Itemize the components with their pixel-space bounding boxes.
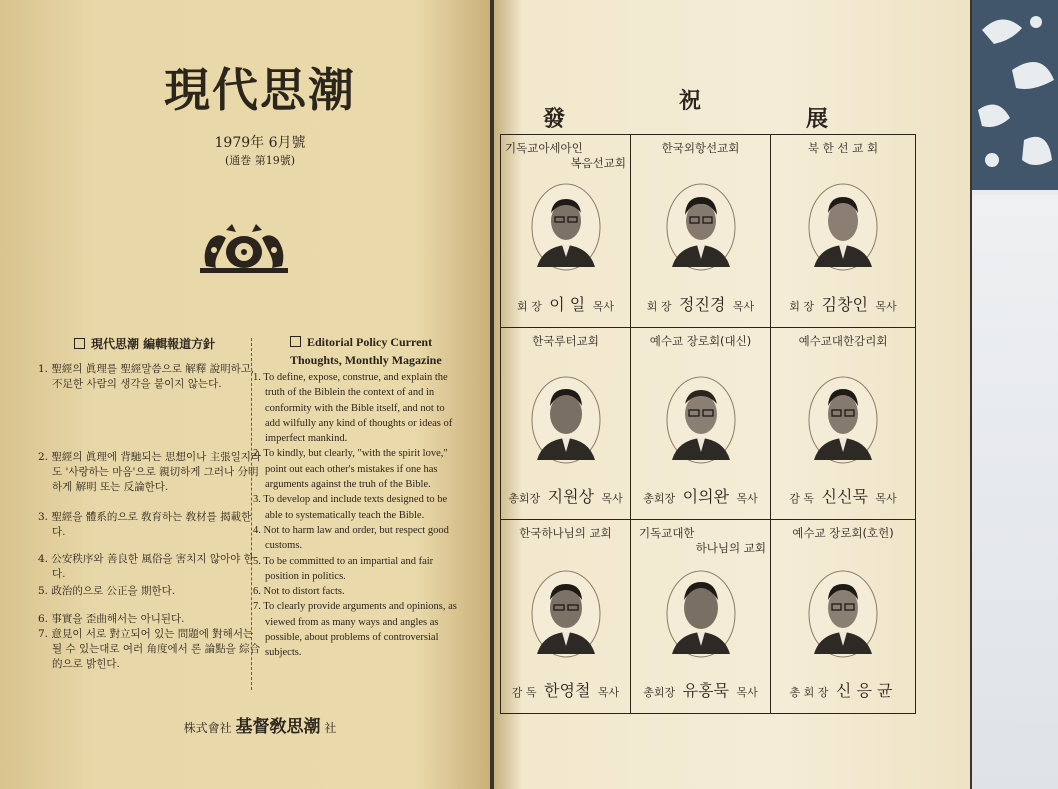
header-char-right: 展 bbox=[806, 106, 829, 132]
portrait-photo bbox=[531, 183, 601, 271]
church-name: 기독교아세아인 복음선교회 bbox=[505, 141, 626, 170]
grid-cell bbox=[501, 135, 631, 328]
grid-cell bbox=[501, 328, 631, 520]
korean-policy-heading: 現代思潮 編輯報道方針 bbox=[74, 335, 215, 353]
portrait-photo bbox=[808, 570, 878, 658]
person-caption: 회 장 김창인 목사 bbox=[789, 295, 897, 314]
person-caption: 총회장 이의완 목사 bbox=[643, 487, 758, 506]
person-caption: 총회장 유홍묵 목사 bbox=[643, 681, 758, 700]
english-policy-list bbox=[253, 370, 459, 661]
checkbox-square-icon bbox=[290, 336, 301, 347]
english-policy-item: 6. Not to distort facts. bbox=[253, 586, 345, 598]
korean-policy-item: 4. 公安秩序와 善良한 風俗을 害치지 않아야 한다. bbox=[38, 553, 254, 580]
church-name: 한국하나님의 교회 bbox=[519, 526, 612, 540]
grid-cell bbox=[771, 135, 915, 328]
portrait-photo bbox=[666, 183, 736, 271]
church-name: 예수교 장로회(대신) bbox=[649, 334, 752, 348]
grid-cell bbox=[631, 135, 771, 328]
checkbox-square-icon bbox=[74, 338, 85, 349]
korean-policy-item: 1. 聖經의 眞理를 聖經말씀으로 解釋 說明하고, 不足한 사람의 생각을 붙이지 않는다. bbox=[38, 363, 255, 390]
church-name: 한국외항선교회 bbox=[661, 141, 740, 155]
portrait-photo bbox=[531, 570, 601, 658]
portrait-photo bbox=[531, 376, 601, 464]
korean-policy-item: 7. 意見이 서로 對立되어 있는 問題에 對해서는 될 수 있는대로 여러 角度에서 론 論點을 綜合的으로 밝힌다. bbox=[38, 628, 261, 670]
portrait-photo bbox=[666, 376, 736, 464]
korean-policy-item: 2. 聖經의 眞理에 背馳되는 思想이나 主張일지라도 '사랑하는 마음'으로 親切하게 그러나 分明하게 解明 또는 反論한다. bbox=[38, 451, 261, 493]
grid-cell bbox=[631, 520, 771, 713]
portrait-photo bbox=[666, 570, 736, 658]
grid-cell bbox=[771, 328, 915, 520]
english-policy-item: 5. To be committed to an impartial and fair position in politics. bbox=[253, 555, 434, 582]
back-cover-edge bbox=[972, 0, 1058, 789]
header-char-center: 祝 bbox=[679, 88, 702, 114]
church-name: 기독교대한 하나님의 교회 bbox=[639, 526, 766, 555]
english-policy-item: 3. To develop and include texts designed to be able to systematically teach the Bible. bbox=[253, 494, 448, 521]
person-caption: 감 독 한영철 목사 bbox=[511, 681, 620, 700]
cover-artwork bbox=[972, 0, 1058, 190]
korean-policy-item: 5. 政治的으로 公正을 期한다. bbox=[38, 585, 176, 597]
person-caption: 회 장 이 일 목사 bbox=[516, 295, 614, 314]
magazine-title: 現代思潮 bbox=[164, 63, 356, 117]
english-policy-heading: Editorial Policy Current Thoughts, Monthly Magazine bbox=[290, 335, 442, 367]
portrait-photo bbox=[808, 183, 878, 271]
english-policy-item: 1. To define, expose, construe, and explain the truth of the Biblein the context of and in conformity with the Bible itself, and not to add wilfully any kind of thoughts or ideas of imperfect mankind. bbox=[253, 372, 453, 445]
person-caption: 총 회 장 신 응 균 bbox=[789, 681, 893, 700]
church-name: 예수교 장로회(호헌) bbox=[792, 526, 894, 540]
person-caption: 감 독 신신묵 목사 bbox=[789, 487, 897, 506]
grid-cell bbox=[771, 520, 915, 713]
congratulation-grid bbox=[500, 134, 916, 714]
issue-volume: (通巻 第19號) bbox=[224, 154, 296, 167]
english-policy-item: 2. To kindly, but clearly, "with the spirit love," point out each other's mistakes if one has arguments against the truh of the Bible. bbox=[253, 448, 448, 491]
korean-policy-item: 3. 聖經을 體系的으로 敎育하는 敎材를 揭載한다. bbox=[38, 511, 252, 538]
church-name: 북 한 선 교 회 bbox=[807, 141, 879, 155]
publisher-line: 株式會社 基督敎思潮 社 bbox=[183, 717, 337, 737]
grid-cell bbox=[631, 328, 771, 520]
issue-date: 1979年 6月號 bbox=[214, 135, 306, 151]
church-name: 한국루터교회 bbox=[532, 334, 599, 348]
portrait-photo bbox=[808, 376, 878, 464]
english-policy-item: 4. Not to harm law and order, but respect good customs. bbox=[253, 524, 449, 552]
church-name: 예수교대한감리회 bbox=[798, 334, 888, 348]
decorative-emblem-icon bbox=[196, 222, 292, 280]
cover-lower bbox=[972, 195, 1058, 789]
grid-cell bbox=[501, 520, 631, 713]
person-caption: 회 장 정진경 목사 bbox=[646, 295, 755, 314]
person-caption: 총회장 지원상 목사 bbox=[508, 487, 623, 506]
korean-policy-item: 6. 事實을 歪曲해서는 아니된다. bbox=[38, 613, 185, 625]
english-policy-item: 7. To clearly provide arguments and opinions, as viewed from as many ways and angles as possible, about problems of controversial subjects. bbox=[253, 601, 457, 659]
header-char-left: 發 bbox=[543, 106, 566, 132]
